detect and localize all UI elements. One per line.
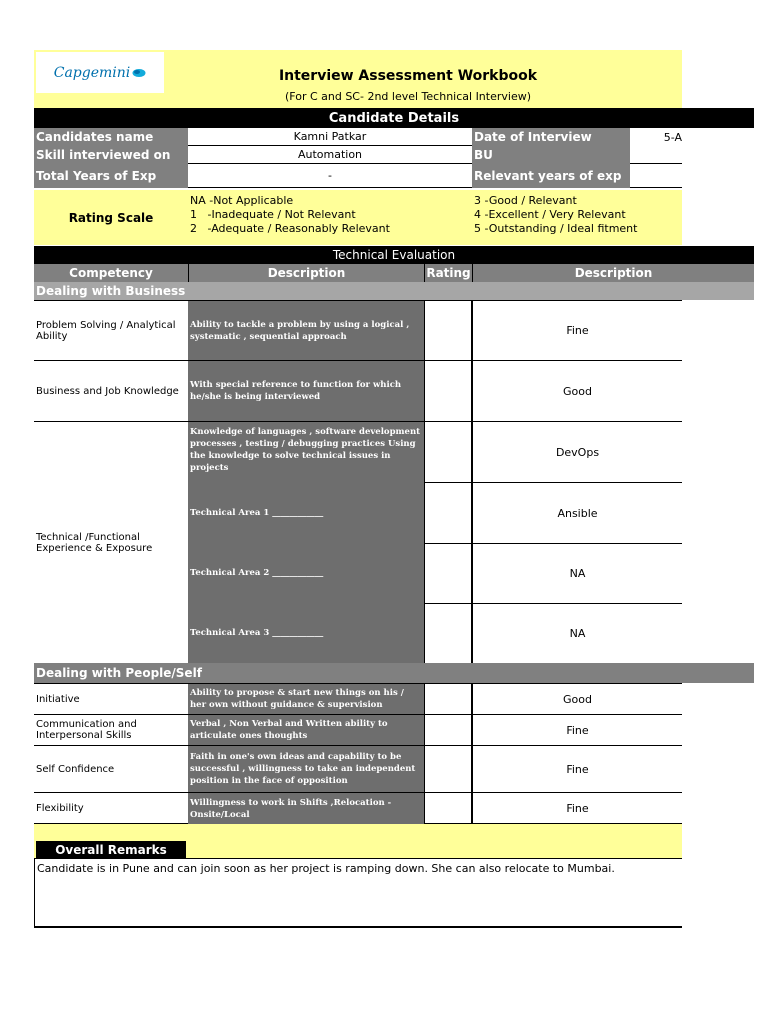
rating-problem-solving[interactable] [424,300,472,360]
rating-scale-label: Rating Scale [68,210,154,225]
comment-communication[interactable]: Fine [472,714,682,745]
description-technical-area-2: Technical Area 2 ____________ [190,568,324,578]
rating-2: 2 -Adequate / Reasonably Relevant [190,222,390,235]
comment-technical-area-2[interactable]: NA [472,543,682,603]
rating-self-confidence[interactable] [424,745,472,792]
rating-communication[interactable] [424,714,472,745]
competency-business-knowledge: Business and Job Knowledge [34,360,188,421]
candidate-details-header: Candidate Details [34,108,754,128]
rating-scale-left [190,194,470,236]
comment-technical-knowledge[interactable]: DevOps [472,421,682,482]
competency-flexibility: Flexibility [34,792,188,824]
column-competency: Competency [34,264,188,282]
technical-evaluation-header: Technical Evaluation [34,246,754,264]
description-initiative: Ability to propose & start new things on his / her own without guidance & supervision [188,683,424,714]
rating-initiative[interactable] [424,683,472,714]
description-problem-solving: Ability to tackle a problem by using a logical , systematic , sequential approach [188,300,424,360]
page-title: Interview Assessment Workbook [278,68,538,84]
description-self-confidence: Faith in one's own ideas and capability to be successful , willingness to take an independent position in the face of opposition [188,745,424,792]
section-heading-business: Dealing with Business [34,282,754,300]
interview-date-value[interactable]: 5-A [663,130,682,144]
interview-date-label: Date of Interview [472,128,630,146]
description-flexibility: Willingness to work in Shifts ,Relocation - Onsite/Local [188,792,424,824]
rating-scale-right [474,194,682,236]
comment-initiative[interactable]: Good [472,683,682,714]
bu-value[interactable] [630,146,682,164]
column-description: Description [188,264,424,282]
competency-self-confidence: Self Confidence [34,745,188,792]
description-technical-area-3: Technical Area 3 ____________ [190,628,324,638]
description-communication: Verbal , Non Verbal and Written ability to articulate ones thoughts [188,714,424,745]
logo-text: Capgemini [53,64,131,81]
competency-technical-functional: Technical /Functional Experience & Exposure [34,421,188,663]
section-heading-people: Dealing with People/Self [34,663,754,683]
competency-problem-solving: Problem Solving / Analytical Ability [34,300,188,360]
overall-remarks-label: Overall Remarks [36,841,186,858]
rating-business-knowledge[interactable] [424,360,472,421]
rating-4: 4 -Excellent / Very Relevant [474,208,626,221]
rating-technical-area-1[interactable] [424,482,472,543]
bu-label: BU [472,146,630,164]
candidate-name-value[interactable]: Kamni Patkar [188,128,472,146]
relevant-exp-value[interactable] [630,164,682,188]
competency-initiative: Initiative [34,683,188,714]
rating-1: 1 -Inadequate / Not Relevant [190,208,356,221]
total-exp-label: Total Years of Exp [34,164,188,188]
logo [36,52,164,93]
column-rating: Rating [424,264,472,282]
description-technical-knowledge: Knowledge of languages , software development processes , testing / debugging practices Using the knowledge to solve technical issues in projects [190,427,421,473]
comment-problem-solving[interactable]: Fine [472,300,682,360]
rating-3: 3 -Good / Relevant [474,194,577,207]
column-comment: Description [472,264,754,282]
total-exp-value[interactable]: - [188,164,472,188]
comment-technical-area-3[interactable]: NA [472,603,682,663]
rating-technical-area-2[interactable] [424,543,472,603]
comment-business-knowledge[interactable]: Good [472,360,682,421]
skill-value[interactable]: Automation [188,146,472,164]
comment-technical-area-1[interactable]: Ansible [472,482,682,543]
skill-label: Skill interviewed on [34,146,188,164]
rating-5: 5 -Outstanding / Ideal fitment [474,222,638,235]
page-subtitle: (For C and SC- 2nd level Technical Interview) [284,90,532,103]
rating-technical-area-3[interactable] [424,603,472,663]
rating-technical-knowledge[interactable] [424,421,472,482]
comment-flexibility[interactable]: Fine [472,792,682,824]
relevant-exp-label: Relevant years of exp [472,164,630,188]
overall-remarks-text[interactable]: Candidate is in Pune and can join soon as her project is ramping down. She can also relocate to Mumbai. [34,858,682,928]
description-technical-area-1: Technical Area 1 ____________ [190,507,324,518]
competency-communication: Communication and Interpersonal Skills [34,714,188,745]
comment-self-confidence[interactable]: Fine [472,745,682,792]
spade-icon [132,68,146,78]
rating-flexibility[interactable] [424,792,472,824]
description-business-knowledge: With special reference to function for which he/she is being interviewed [188,360,424,421]
rating-na: NA -Not Applicable [190,194,294,207]
candidate-name-label: Candidates name [34,128,188,146]
